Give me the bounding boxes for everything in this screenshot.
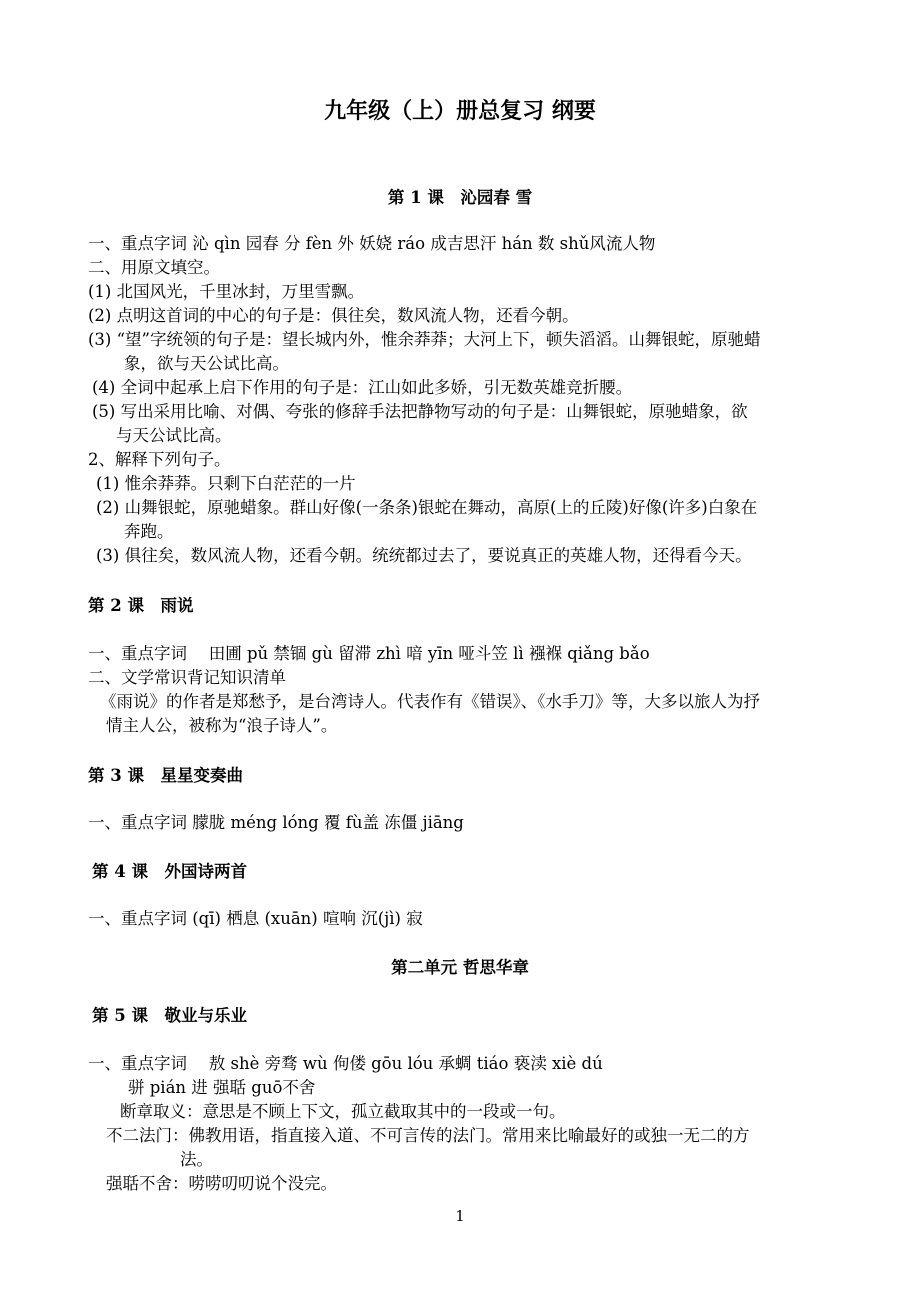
lesson-3-heading: 第 3 课 星星变奏曲: [88, 766, 243, 785]
lesson-2-heading: 第 2 课 雨说: [88, 596, 194, 615]
lesson-2-line: 一、重点字词 田圃 pǔ 禁锢 gù 留滞 zhì 喑 yīn 哑斗笠 lì 襁褓 qiǎng bǎo: [88, 644, 650, 663]
lesson-1-line: (5) 写出采用比喻、对偶、夸张的修辞手法把静物写动的句子是：山舞银蛇，原驰蜡象，欲: [92, 402, 748, 421]
lesson-1-line: 奔跑。: [124, 522, 174, 541]
lesson-1-line: (2) 点明这首词的中心的句子是：俱往矣，数风流人物，还看今朝。: [88, 306, 579, 325]
lesson-1-line: 与天公试比高。: [116, 426, 232, 445]
lesson-2-line: 《雨说》的作者是郑愁予，是台湾诗人。代表作有《错误》、《水手刀》等，大多以旅人为抒: [100, 692, 760, 711]
lesson-1-line: (4) 全词中起承上启下作用的句子是：江山如此多娇，引无数英雄竞折腰。: [92, 378, 633, 397]
lesson-5-line: 法。: [180, 1150, 213, 1169]
lesson-5-line: 一、重点字词 敖 shè 旁骛 wù 佝偻 gōu lóu 承蜩 tiáo 亵渎 xiè dú: [88, 1054, 603, 1073]
lesson-5-line: 不二法门：佛教用语，指直接入道、不可言传的法门。常用来比喻最好的或独一无二的方: [106, 1126, 750, 1145]
lesson-1-line: 2、解释下列句子。: [88, 450, 231, 469]
lesson-4-heading: 第 4 课 外国诗两首: [92, 862, 247, 881]
lesson-2-line: 情主人公，被称为“浪子诗人”。: [106, 716, 338, 735]
lesson-1-line: 象，欲与天公试比高。: [124, 354, 289, 373]
lesson-1-line: 一、重点字词 沁 qìn 园春 分 fèn 外 妖娆 ráo 成吉思汗 hán 数 shǔ风流人物: [88, 234, 656, 253]
lesson-1-line: 二、用原文填空。: [88, 258, 220, 277]
lesson-1-line: (3) “望”字统领的句子是：望长城内外，惟余莽莽；大河上下，顿失滔滔。山舞银蛇，原驰蜡: [88, 330, 761, 349]
unit-2-heading: 第二单元 哲思华章: [391, 958, 529, 977]
lesson-5-line: 断章取义：意思是不顾上下文，孤立截取其中的一段或一句。: [120, 1102, 566, 1121]
document-title: 九年级（上）册总复习 纲要: [324, 98, 596, 124]
page-number: 1: [455, 1207, 465, 1225]
lesson-5-line: 骈 pián 进 强聒 guō不舍: [128, 1078, 316, 1097]
lesson-1-line: (1) 惟余莽莽。只剩下白茫茫的一片: [96, 474, 356, 493]
lesson-3-line: 一、重点字词 朦胧 méng lóng 覆 fù盖 冻僵 jiāng: [88, 813, 464, 832]
lesson-1-line: (1) 北国风光，千里冰封，万里雪飘。: [88, 282, 365, 301]
lesson-4-line: 一、重点字词 (qī) 栖息 (xuān) 喧响 沉(jì) 寂: [88, 909, 423, 928]
lesson-2-line: 二、文学常识背记知识清单: [88, 668, 286, 687]
lesson-5-heading: 第 5 课 敬业与乐业: [92, 1006, 247, 1025]
lesson-1-heading: 第 1 课 沁园春 雪: [387, 188, 533, 207]
lesson-1-line: (2) 山舞银蛇，原驰蜡象。群山好像(一条条)银蛇在舞动，高原(上的丘陵)好像(许多)白象在: [96, 498, 758, 517]
lesson-1-line: (3) 俱往矣，数风流人物，还看今朝。统统都过去了，要说真正的英雄人物，还得看今天。: [96, 546, 752, 565]
lesson-5-line: 强聒不舍：唠唠叨叨说个没完。: [106, 1174, 337, 1193]
